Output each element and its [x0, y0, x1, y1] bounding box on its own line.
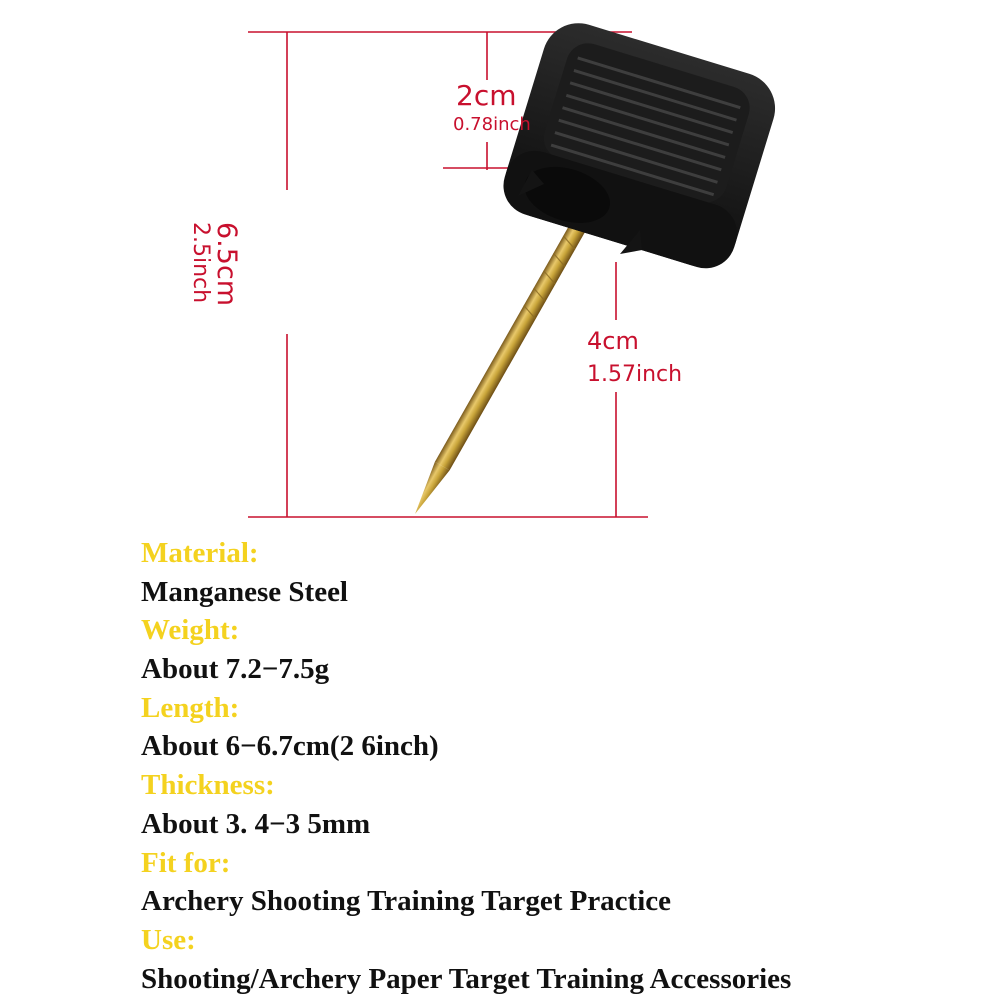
- spec-value-use: Shooting/Archery Paper Target Training Accessories: [141, 962, 792, 995]
- spec-label-use: Use:: [141, 923, 196, 956]
- spec-value-fit-for: Archery Shooting Training Target Practice: [141, 885, 672, 918]
- pin-shaft: [406, 196, 602, 519]
- specifications: [141, 534, 991, 998]
- spec-label-material: Material:: [141, 537, 259, 569]
- spec-label-weight: Weight:: [141, 614, 240, 647]
- width-inch-label: 0.78inch: [453, 114, 531, 135]
- pin-length-cm-label: 4cm: [587, 327, 639, 355]
- spec-label-length: Length:: [141, 691, 240, 724]
- spec-value-thickness: About 3. 4−3 5mm: [141, 807, 371, 840]
- total-length-cm: 6.5cm: [211, 222, 242, 307]
- pin-length-inch-label: 1.57inch: [587, 362, 683, 387]
- width-cm-label: 2cm: [456, 79, 517, 112]
- spec-value-length: About 6−6.7cm(2 6inch): [141, 730, 439, 763]
- spec-value-material: Manganese Steel: [141, 575, 348, 608]
- spec-label-thickness: Thickness:: [141, 769, 275, 802]
- spec-label-fit-for: Fit for:: [141, 846, 231, 879]
- total-length-inch: 2.5inch: [188, 222, 213, 304]
- total-length-label: [189, 222, 240, 306]
- spec-value-weight: About 7.2−7.5g: [141, 653, 330, 686]
